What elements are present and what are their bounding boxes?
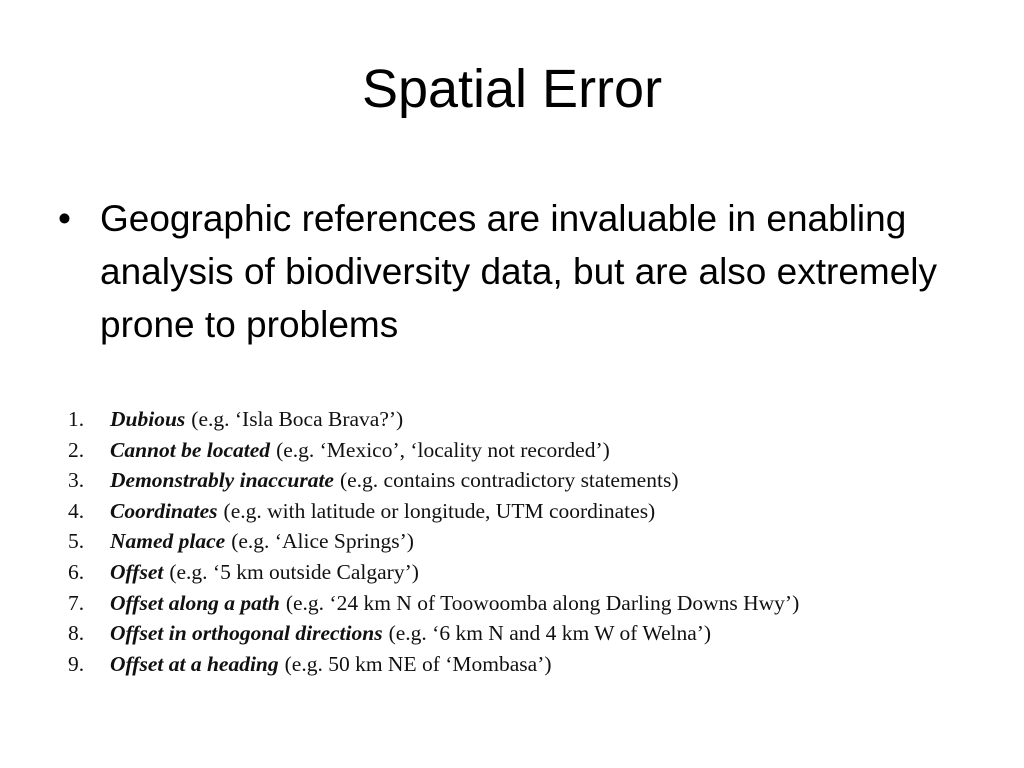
list-item bbox=[68, 465, 988, 496]
slide-title: Spatial Error bbox=[361, 59, 663, 119]
item-term: Offset bbox=[110, 559, 164, 584]
item-term: Offset at a heading bbox=[110, 651, 279, 676]
list-item bbox=[68, 496, 988, 527]
item-number: 7. bbox=[68, 590, 85, 615]
bullet-block bbox=[58, 192, 978, 351]
item-term: Named place bbox=[110, 529, 226, 554]
item-example: (e.g. ‘Alice Springs’) bbox=[231, 529, 414, 554]
item-term: Coordinates bbox=[110, 498, 218, 523]
item-example: (e.g. 50 km NE of ‘Mombasa’) bbox=[284, 651, 552, 676]
item-example: (e.g. with latitude or longitude, UTM coordinates) bbox=[223, 498, 656, 523]
item-example: (e.g. ‘5 km outside Calgary’) bbox=[169, 559, 419, 584]
list-item bbox=[68, 557, 988, 588]
list-item bbox=[68, 618, 988, 649]
item-number: 1. bbox=[68, 407, 85, 431]
item-term: Offset along a path bbox=[110, 590, 280, 615]
list-item bbox=[68, 404, 988, 435]
list-item bbox=[68, 649, 988, 680]
item-number: 8. bbox=[68, 621, 85, 646]
bullet-item bbox=[58, 192, 978, 351]
item-number: 3. bbox=[68, 468, 85, 493]
item-number: 2. bbox=[68, 437, 85, 462]
list-item bbox=[68, 526, 988, 557]
item-example: (e.g. ‘6 km N and 4 km W of Welna’) bbox=[388, 621, 712, 646]
bullet-marker: • bbox=[58, 198, 71, 239]
list-item bbox=[68, 588, 988, 619]
item-term: Cannot be located bbox=[110, 437, 271, 462]
item-example: (e.g. ‘24 km N of Toowoomba along Darling Downs Hwy’) bbox=[285, 590, 800, 615]
item-number: 9. bbox=[68, 651, 85, 676]
item-example: (e.g. contains contradictory statements) bbox=[339, 468, 679, 493]
georeference-categories-list bbox=[68, 404, 988, 679]
item-number: 5. bbox=[68, 529, 85, 554]
item-example: (e.g. ‘Isla Boca Brava?’) bbox=[191, 407, 404, 431]
item-term: Demonstrably inaccurate bbox=[110, 468, 334, 493]
bullet-text: Geographic references are invaluable in enabling analysis of biodiversity data, but are also extremely prone to problems bbox=[100, 198, 938, 345]
item-term: Offset in orthogonal directions bbox=[110, 621, 383, 646]
item-number: 4. bbox=[68, 498, 85, 523]
item-example: (e.g. ‘Mexico’, ‘locality not recorded’) bbox=[276, 437, 610, 462]
item-number: 6. bbox=[68, 559, 85, 584]
list-item bbox=[68, 435, 988, 466]
item-term: Dubious bbox=[110, 407, 186, 431]
